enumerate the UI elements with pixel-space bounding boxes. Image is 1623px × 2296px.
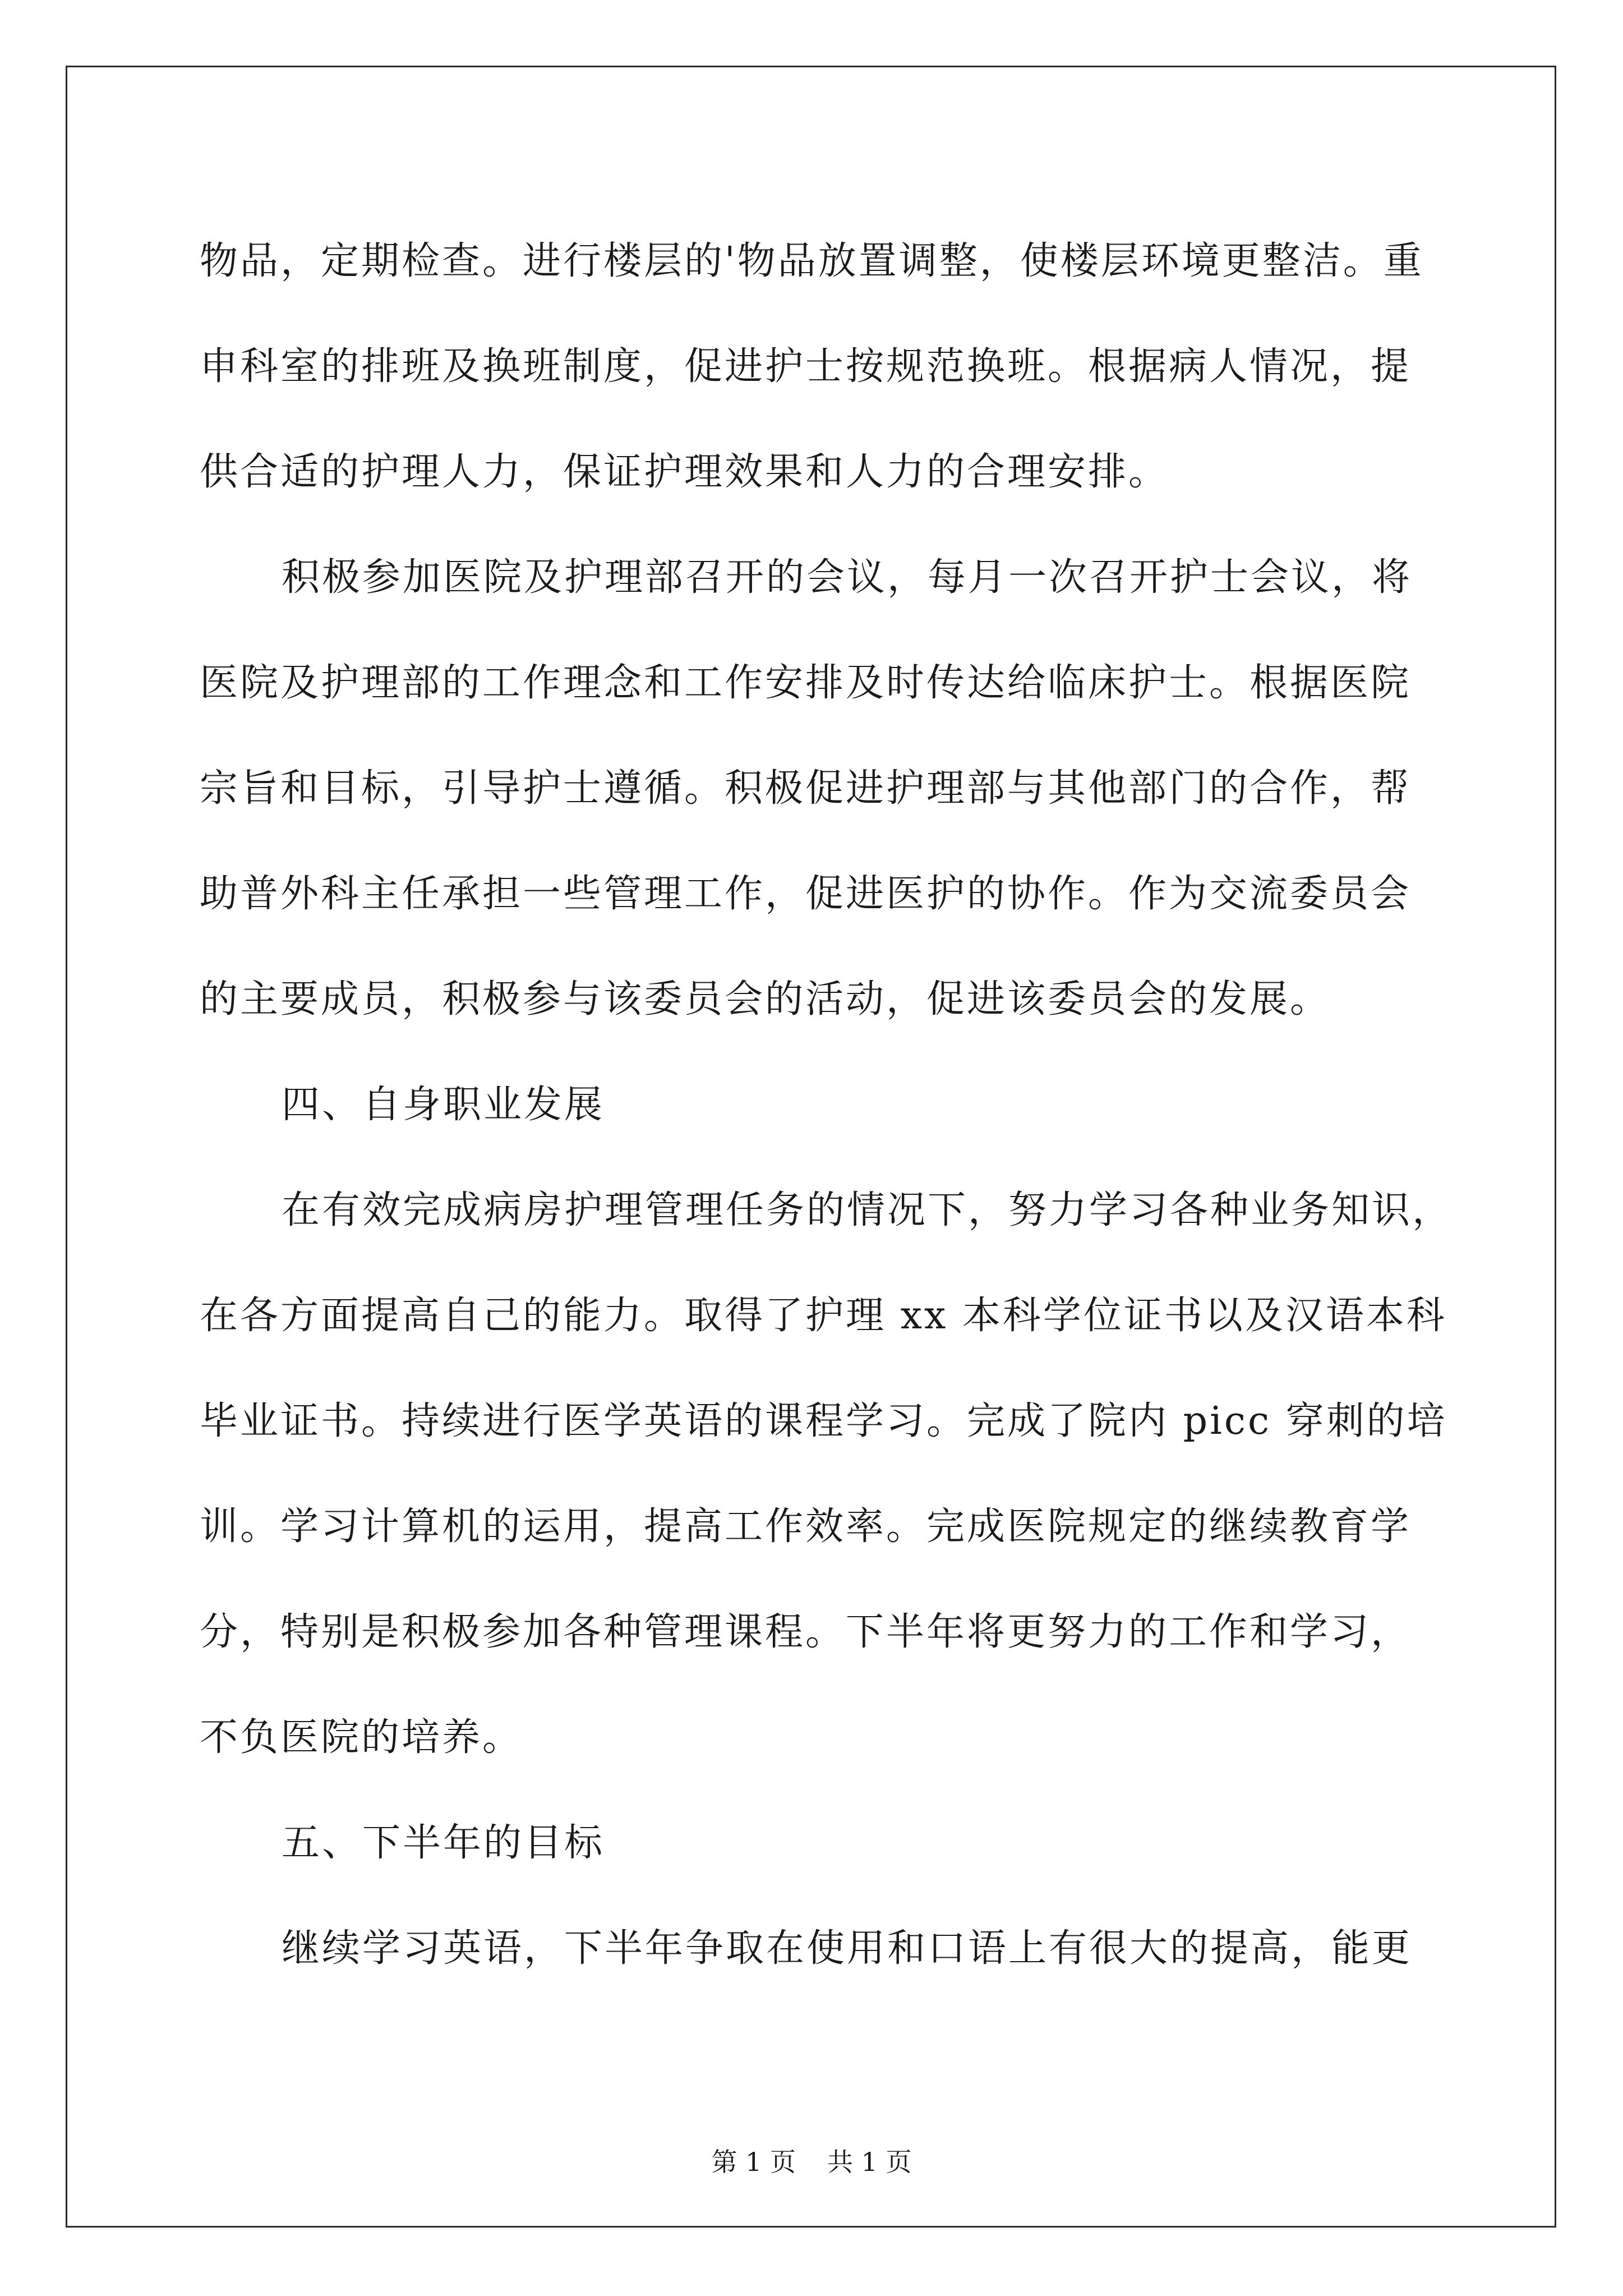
text-line: 医院及护理部的工作理念和工作安排及时传达给临床护士。根据医院 [200,661,1412,705]
text-line: 宗旨和目标，引导护士遵循。积极促进护理部与其他部门的合作，帮 [200,766,1412,811]
section-heading: 五、下半年的目标 [282,1821,605,1865]
text-line: 物品，定期检查。进行楼层的'物品放置调整，使楼层环境更整洁。重 [200,239,1424,283]
text-line: 分，特别是积极参加各种管理课程。下半年将更努力的工作和学习， [200,1610,1412,1654]
text-line: 申科室的排班及换班制度，促进护士按规范换班。根据病人情况，提 [200,344,1412,389]
text-line: 的主要成员，积极参与该委员会的活动，促进该委员会的发展。 [200,977,1331,1022]
text-line: 毕业证书。持续进行医学英语的课程学习。完成了院内 picc 穿刺的培 [200,1399,1447,1443]
document-body [200,209,1453,2001]
text-line: 不负医院的培养。 [200,1715,523,1760]
section-heading: 四、自身职业发展 [282,1083,605,1127]
paragraph-start-line: 继续学习英语，下半年争取在使用和口语上有很大的提高，能更 [282,1926,1413,1971]
text-line: 训。学习计算机的运用，提高工作效率。完成医院规定的继续教育学 [200,1504,1412,1549]
page-footer [0,2145,1623,2179]
page-total: 共 1 页 [827,2147,912,2177]
text-line: 在各方面提高自己的能力。取得了护理 xx 本科学位证书以及汉语本科 [200,1294,1447,1338]
paragraph-start-line: 在有效完成病房护理管理任务的情况下，努力学习各种业务知识， [282,1188,1453,1232]
page-number: 第 1 页 [711,2147,796,2177]
text-line: 供合适的护理人力，保证护理效果和人力的合理安排。 [200,450,1169,494]
text-line: 助普外科主任承担一些管理工作，促进医护的协作。作为交流委员会 [200,872,1412,916]
paragraph-start-line: 积极参加医院及护理部召开的会议，每月一次召开护士会议，将 [282,555,1413,600]
